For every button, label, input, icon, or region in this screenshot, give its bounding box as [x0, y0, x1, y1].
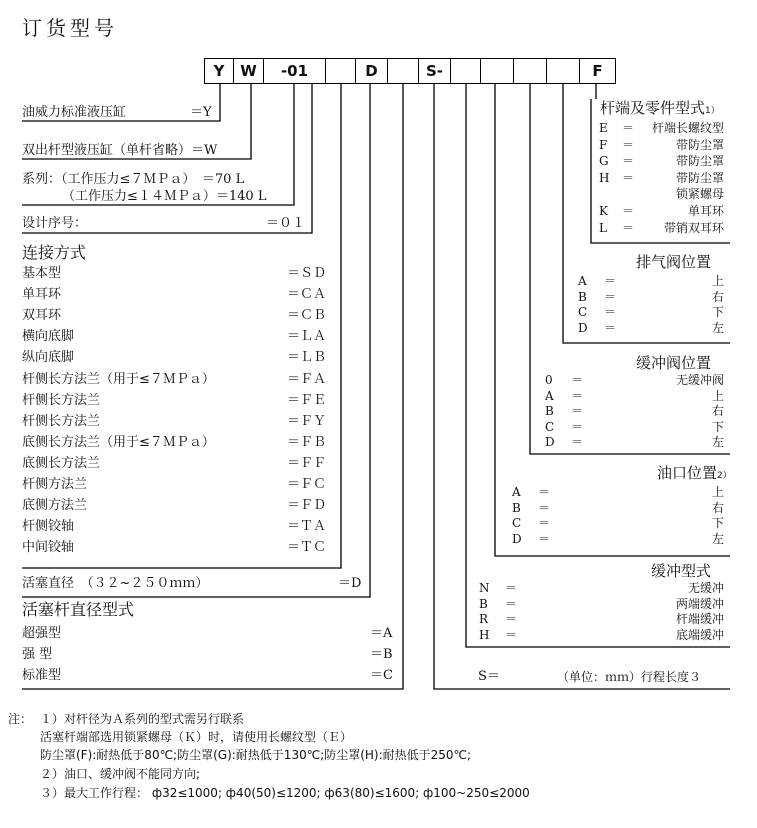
code-box [325, 58, 356, 84]
cushion-valve-item-key: B [545, 404, 554, 419]
note-line-4: ２）油口、缓冲阀不能同方向; [40, 767, 201, 781]
vent-item-desc: 右 [711, 289, 724, 304]
cushion-item-desc: 无缓冲 [687, 581, 724, 595]
cushion-valve-title: 缓冲阀位置 [636, 354, 712, 372]
series-line2: （工作压力≤１４ＭＰａ）＝140 L [62, 189, 267, 204]
connection-code: ＝ＣＢ [287, 308, 327, 324]
connection-code: ＝ＦＡ [287, 371, 327, 387]
rod-end-item-eq: ＝ [622, 154, 635, 169]
piston-code: ＝D [338, 576, 362, 591]
cushion-item-key: N [479, 581, 490, 595]
rod-end-item-desc: 带销双耳环 [663, 220, 724, 235]
rod-end-item-key: G [599, 154, 609, 169]
port-item-eq: ＝ [538, 532, 551, 547]
cushion-valve-item-eq: ＝ [571, 388, 584, 403]
cushion-item-eq: ＝ [505, 627, 518, 642]
vent-item-desc: 下 [711, 305, 724, 319]
rod-end-item-key: L [599, 220, 607, 235]
rod-end-item-key: E [599, 121, 608, 135]
cushion-valve-item-eq: ＝ [571, 435, 584, 450]
rod-code: ＝A [370, 626, 393, 641]
code-box [513, 58, 547, 84]
cushion-item-desc: 两端缓冲 [675, 596, 724, 611]
connection-label: 杆侧长方法兰 [22, 392, 101, 408]
cushion-item-eq: ＝ [505, 612, 518, 627]
cushion-valve-item-key: A [545, 388, 554, 403]
connection-label: 底侧长方法兰 [22, 455, 101, 471]
port-item-eq: ＝ [538, 516, 551, 531]
connection-code: ＝ＴＣ [287, 540, 327, 556]
series-type-y-label: 油威力标准液压缸 [22, 105, 127, 120]
cushion-valve-item-desc: 上 [711, 388, 724, 403]
rod-end-item-key: K [599, 204, 608, 218]
connection-label: 杆侧长方法兰 [22, 413, 101, 429]
vent-item-desc: 上 [711, 274, 724, 288]
design-label: 设计序号： [22, 216, 88, 231]
connection-code: ＝ＴＡ [287, 519, 327, 535]
port-item-desc: 右 [711, 500, 724, 515]
code-box: -01 [263, 58, 326, 84]
vent-item-key: A [578, 274, 587, 288]
vent-item-key: D [578, 320, 588, 335]
connection-code: ＝ＦＥ [287, 392, 327, 408]
rod-label: 标准型 [22, 668, 62, 683]
rod-end-item-desc: 单耳环 [687, 204, 724, 218]
vent-item-eq: ＝ [604, 320, 617, 335]
cushion-valve-item-desc: 下 [711, 419, 724, 434]
rod-end-item-key: H [599, 170, 610, 185]
vent-item-eq: ＝ [604, 274, 617, 288]
rod-end-item-eq: ＝ [622, 137, 635, 152]
series-type-y-code: ＝Y [190, 105, 212, 120]
code-box: D [355, 58, 388, 84]
vent-item-eq: ＝ [604, 289, 617, 304]
port-item-desc: 下 [711, 516, 724, 531]
cushion-item-desc: 底端缓冲 [675, 627, 724, 642]
port-item-key: B [512, 500, 521, 515]
design-code: ＝０１ [266, 216, 306, 231]
connection-label: 底侧方法兰 [22, 498, 88, 514]
rod-end-item-eq: ＝ [622, 220, 635, 235]
rod-end-item-eq: ＝ [622, 121, 635, 135]
rod-end-item-eq: ＝ [622, 170, 635, 185]
vent-item-key: C [578, 305, 588, 319]
cushion-item-eq: ＝ [505, 596, 518, 611]
connection-label: 基本型 [22, 266, 62, 281]
cushion-valve-item-key: D [545, 435, 555, 450]
vent-item-eq: ＝ [604, 305, 617, 319]
rod-end-item-eq: ＝ [622, 204, 635, 218]
rod-end-item-desc: 杆端长螺纹型 [651, 121, 724, 135]
rod-end-item-desc: 带防尘罩 [675, 137, 724, 152]
rod-code: ＝C [370, 668, 393, 683]
connection-code: ＝ＦＹ [287, 413, 327, 429]
connection-label: 横向底脚 [22, 329, 75, 345]
page-title: 订货型号 [22, 16, 118, 40]
port-item-key: A [512, 485, 521, 499]
connection-code: ＝ＦＤ [287, 498, 327, 514]
connection-code: ＝ＳＤ [287, 266, 327, 281]
cushion-valve-item-key: 0 [545, 373, 553, 387]
rod-end-item-desc: 带防尘罩 [675, 170, 724, 185]
port-item-eq: ＝ [538, 500, 551, 515]
connection-label: 杆侧铰轴 [22, 519, 75, 535]
connection-label: 杆侧方法兰 [22, 477, 88, 492]
rod-end-title: 杆端及零件型式1） [600, 99, 720, 117]
connection-label: 单耳环 [22, 287, 62, 303]
rod-end-item-key: F [599, 137, 608, 152]
cushion-title: 缓冲型式 [651, 562, 712, 580]
connection-code: ＝ＦＣ [287, 477, 327, 492]
connection-label: 中间铰轴 [22, 540, 75, 556]
code-box: F [579, 58, 616, 84]
connection-code: ＝ＦＢ [287, 434, 327, 450]
cushion-valve-item-eq: ＝ [571, 404, 584, 419]
code-box: Y [204, 58, 234, 84]
port-item-desc: 上 [711, 485, 724, 499]
port-item-eq: ＝ [538, 485, 551, 499]
cushion-valve-item-eq: ＝ [571, 373, 584, 387]
rod-end-item-desc: 带防尘罩 [675, 154, 724, 169]
connection-label: 底侧长方法兰（用于≤７ＭＰａ） [22, 434, 215, 450]
vent-item-desc: 左 [711, 320, 724, 335]
note-line-5: ３）最大工作行程： ф32≤1000; ф40(50)≤1200; ф63(80)≤1600; ф100~250≤2000 [40, 786, 530, 800]
cushion-valve-item-desc: 无缓冲阀 [675, 373, 724, 387]
rod-label: 强 型 [22, 647, 53, 662]
connection-title: 连接方式 [22, 243, 87, 262]
cushion-item-eq: ＝ [505, 581, 518, 595]
rod-code: ＝B [370, 647, 393, 662]
vent-item-key: B [578, 289, 587, 304]
connection-label: 杆侧长方法兰（用于≤７ＭＰａ） [22, 371, 215, 387]
port-item-key: C [512, 516, 522, 531]
code-box [480, 58, 514, 84]
code-box: W [233, 58, 264, 84]
series-label: 系列：（工作压力≤７ＭＰａ） ＝70 L [22, 172, 245, 187]
connection-code: ＝ＬＡ [287, 329, 327, 345]
stroke-key: S＝ [478, 669, 500, 684]
vent-title: 排气阀位置 [636, 253, 712, 271]
rod-label: 超强型 [22, 626, 62, 641]
port-title: 油口位置2） [657, 464, 732, 482]
cushion-item-key: R [479, 612, 489, 627]
port-item-desc: 左 [711, 532, 724, 547]
note-line-3: 防尘罩(F):耐热低于80℃;防尘罩(G):耐热低于130℃;防尘罩(H):耐热低于250℃; [40, 748, 472, 762]
stroke-desc: （单位：ｍｍ）行程长度３ [557, 670, 702, 684]
rod-title: 活塞杆直径型式 [22, 600, 135, 619]
code-box: S- [418, 58, 451, 84]
rod-end-item-desc: 锁紧螺母 [675, 187, 724, 202]
connection-code: ＝ＦＦ [287, 455, 327, 471]
connection-code: ＝ＣＡ [287, 287, 327, 303]
note-line-2: 活塞杆端部选用锁紧螺母（Ｋ）时，请使用长螺纹型（Ｅ） [40, 730, 353, 744]
code-box [387, 58, 419, 84]
cushion-item-key: B [479, 596, 488, 611]
connection-code: ＝ＬＢ [287, 350, 327, 366]
connection-label: 纵向底脚 [22, 350, 75, 366]
notes-label: 注： [8, 712, 33, 726]
port-item-key: D [512, 532, 522, 547]
cushion-valve-item-key: C [545, 419, 555, 434]
cushion-item-key: H [479, 627, 490, 642]
cushion-valve-item-eq: ＝ [571, 419, 584, 434]
connection-label: 双耳环 [22, 308, 62, 324]
code-box [546, 58, 580, 84]
series-type-w-label: 双出杆型液压缸（单杆省略）＝W [22, 143, 218, 158]
piston-label: 活塞直径 （３２~２５０ｍｍ） [22, 576, 209, 591]
cushion-valve-item-desc: 左 [711, 435, 724, 450]
code-box [450, 58, 481, 84]
cushion-item-desc: 杆端缓冲 [675, 612, 724, 627]
cushion-valve-item-desc: 右 [711, 404, 724, 419]
note-line-1: １）对杆径为Ａ系列的型式需另行联系 [40, 712, 245, 726]
